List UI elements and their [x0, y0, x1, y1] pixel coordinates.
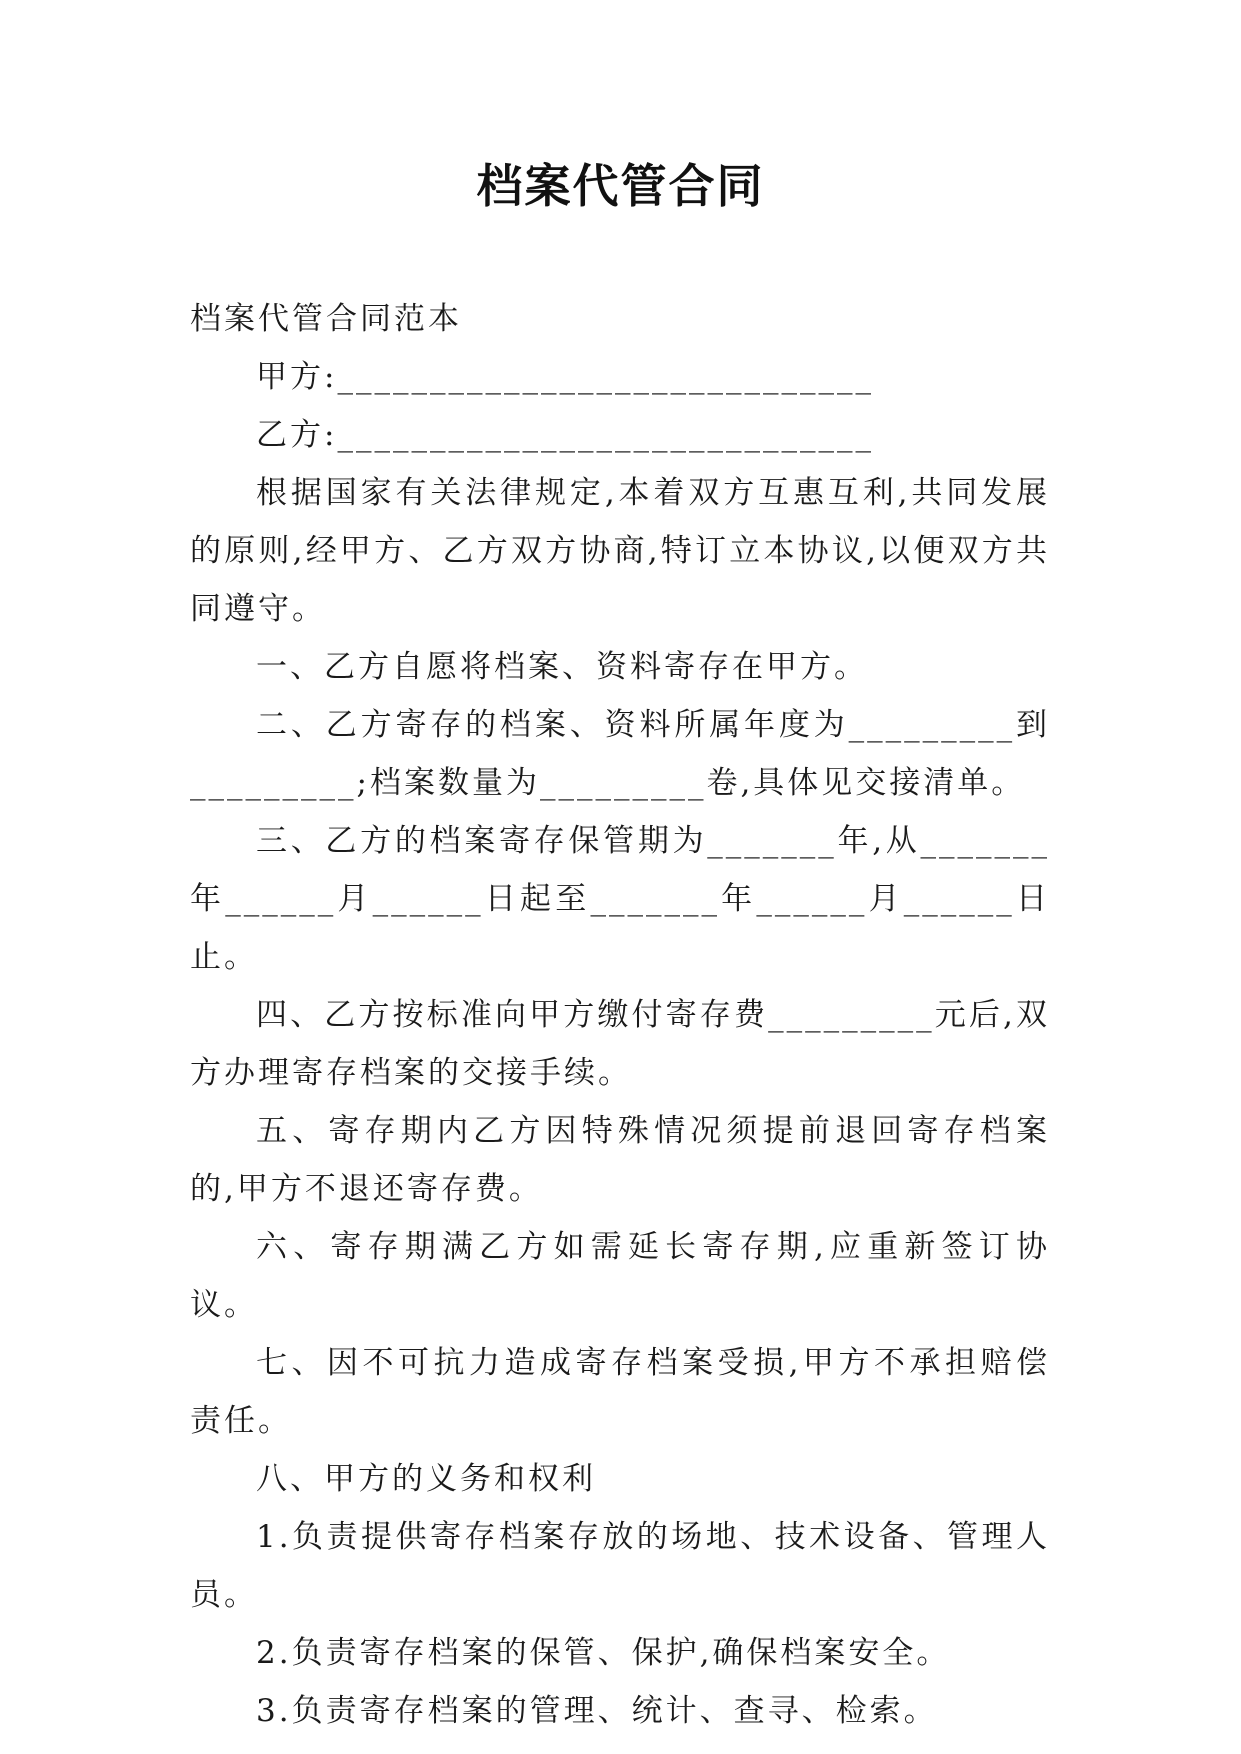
clause-1: 一、乙方自愿将档案、资料寄存在甲方。: [256, 649, 868, 685]
clause-3: 三、乙方的档案寄存保管期为_______年,从_______年______月______日起至_______年______月______日止。: [190, 823, 1050, 975]
clause-5: 五、寄存期内乙方因特殊情况须提前退回寄存档案的,甲方不退还寄存费。: [190, 1113, 1050, 1207]
preamble-paragraph: 根据国家有关法律规定,本着双方互惠互利,共同发展的原则,经甲方、乙方双方协商,特订立本协议,以便双方共同遵守。: [190, 475, 1050, 627]
clause-2: 二、乙方寄存的档案、资料所属年度为_________到_________;档案数量为_________卷,具体见交接清单。: [190, 707, 1050, 801]
clause-4: 四、乙方按标准向甲方缴付寄存费_________元后,双方办理寄存档案的交接手续。: [190, 997, 1050, 1091]
clause-6: 六、寄存期满乙方如需延长寄存期,应重新签订协议。: [190, 1229, 1050, 1323]
clause-8-item-2: 2.负责寄存档案的保管、保护,确保档案安全。: [256, 1635, 951, 1671]
clause-7: 七、因不可抗力造成寄存档案受损,甲方不承担赔偿责任。: [190, 1345, 1050, 1439]
document-subtitle: 档案代管合同范本: [190, 301, 462, 337]
clause-8-item-3: 3.负责寄存档案的管理、统计、查寻、检索。: [256, 1693, 938, 1729]
party-b-line: 乙方:_____________________________: [256, 417, 874, 453]
clause-8-item-1: 1.负责提供寄存档案存放的场地、技术设备、管理人员。: [190, 1519, 1050, 1613]
document-title: 档案代管合同: [476, 159, 765, 213]
document-body: [190, 290, 1050, 1740]
clause-8-heading: 八、甲方的义务和权利: [256, 1461, 596, 1497]
party-a-line: 甲方:_____________________________: [256, 359, 874, 395]
